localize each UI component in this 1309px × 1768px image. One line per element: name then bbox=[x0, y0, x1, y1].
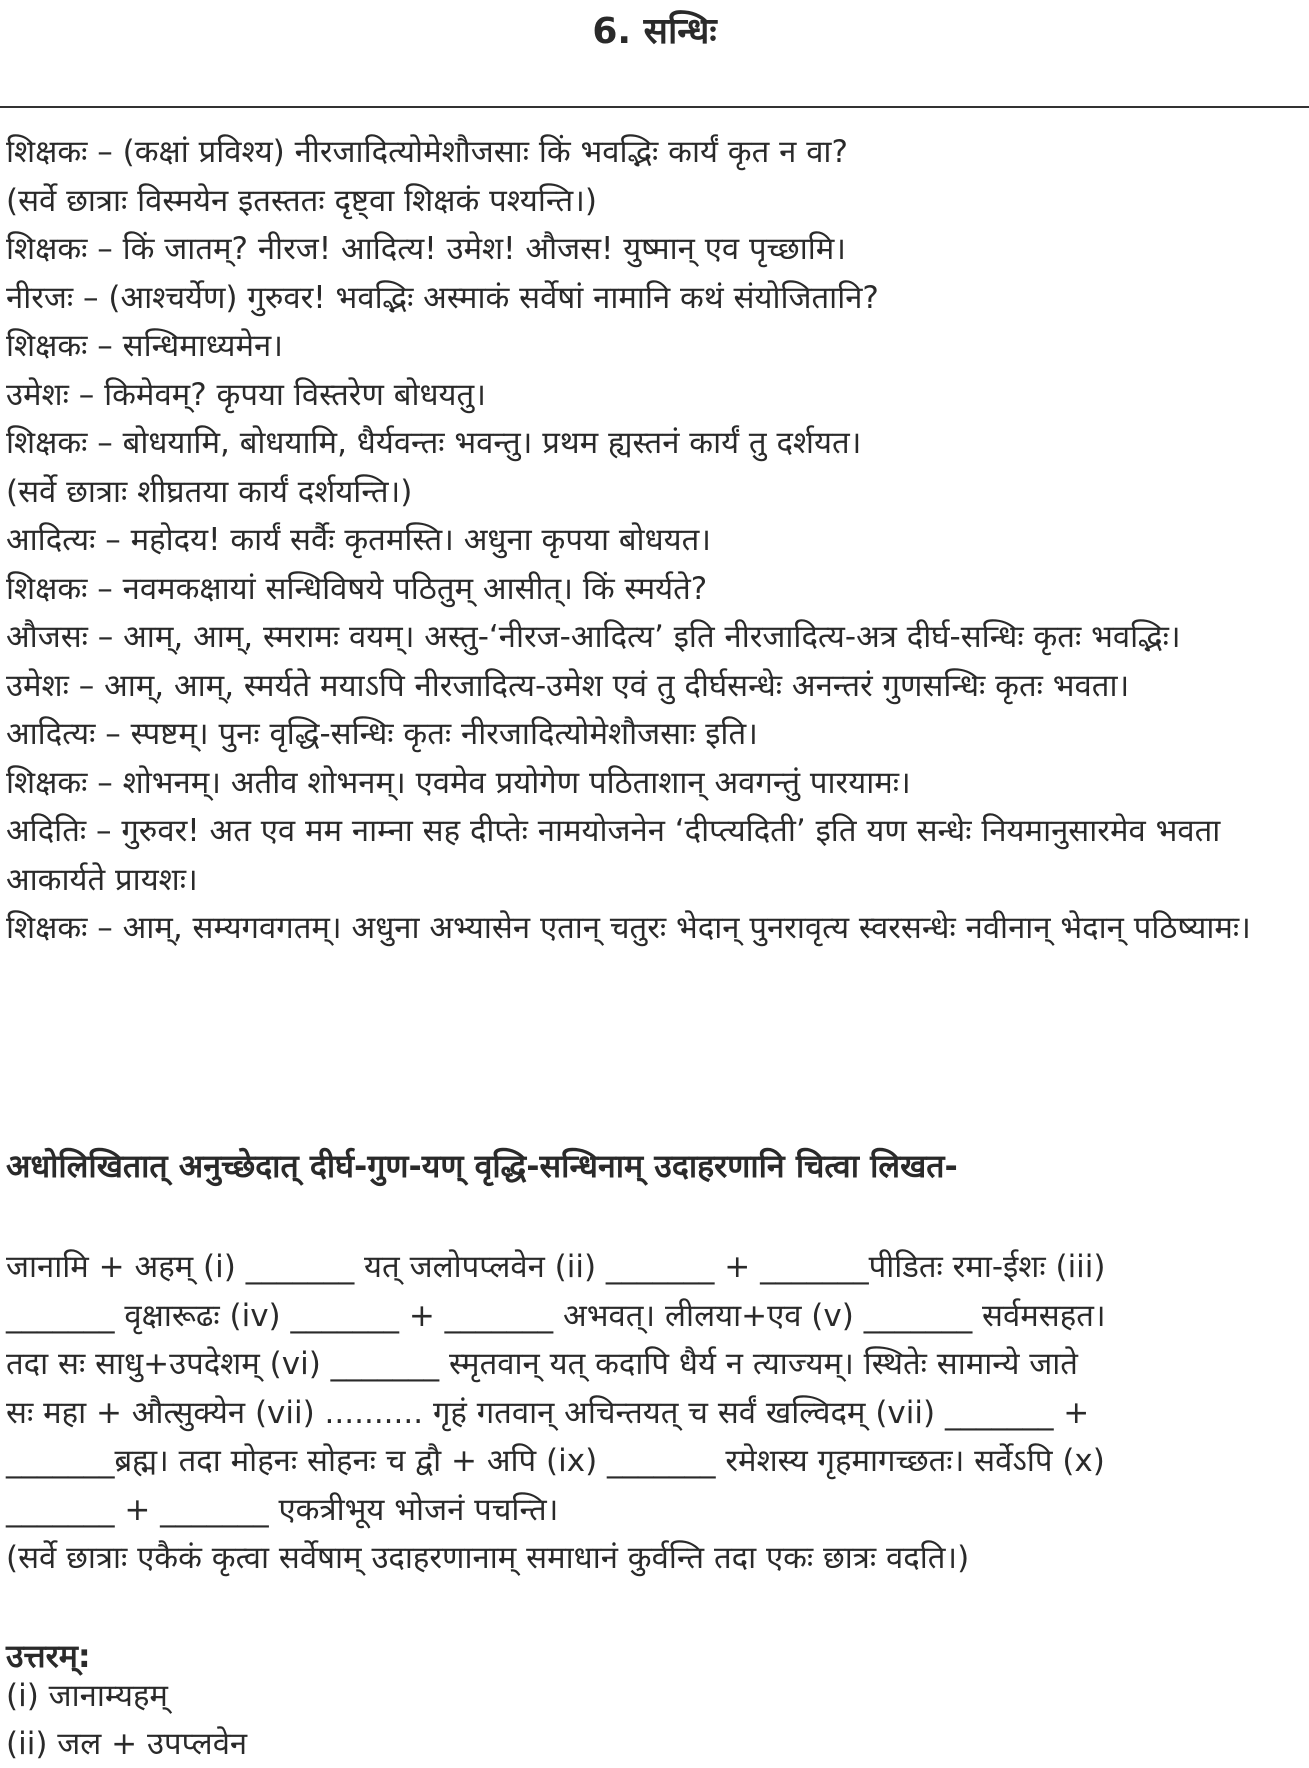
dialogue-line: आदित्यः – महोदय! कार्यं सर्वैः कृतमस्ति। अधुना कृपया बोधयत। bbox=[6, 522, 712, 558]
dialogue-line: उमेशः – आम्, आम्, स्मर्यते मयाऽपि नीरजादित्य-उमेश एवं तु दीर्घसन्धेः अनन्तरं गुणसन्धिः कृतः भवता। bbox=[6, 667, 1130, 704]
dialogue-line: शिक्षकः – आम्, सम्यगवगतम्। अधुना अभ्यासेन एतान् चतुरः भेदान् पुनरावृत्य स्वरसन्धेः नवीनान् भेदान् पठिष्यामः। bbox=[6, 910, 1251, 946]
dialogue-line: (सर्वे छात्राः विस्मयेन इतस्ततः दृष्ट्वा शिक्षकं पश्यन्ति।) bbox=[6, 182, 597, 219]
dialogue-line: नीरजः – (आश्चर्येण) गुरुवर! भवद्भिः अस्माकं सर्वेषां नामानि कथं संयोजितानि? bbox=[6, 279, 879, 316]
exercise-line: _______ वृक्षारूढः (iv) _______ + _______ अभवत्। लीलया+एव (v) _______ सर्वमसहत। bbox=[6, 1297, 1106, 1334]
dialogue-line: अदितिः – गुरुवर! अत एव मम नाम्ना सह दीप्तेः नामयोजनेन ‘दीप्त्यदिती’ इति यण सन्धेः नियमानुसारमेव भवता आकार्यते प्रायशः। bbox=[6, 813, 1221, 898]
dialogue-line: औजसः – आम्, आम्, स्मरामः वयम्। अस्तु-‘नीरज-आदित्य’ इति नीरजादित्य-अत्र दीर्घ-सन्धिः कृतः भवद्भिः। bbox=[6, 619, 1181, 655]
dialogue-line: आदित्यः – स्पष्टम्। पुनः वृद्धि-सन्धिः कृतः नीरजादित्योमेशौजसाः इति। bbox=[6, 716, 758, 752]
title-divider bbox=[0, 106, 1309, 108]
dialogue-line: शिक्षकः – बोधयामि, बोधयामि, धैर्यवन्तः भवन्तु। प्रथम ह्यस्तनं कार्यं तु दर्शयत। bbox=[6, 425, 862, 461]
page-title: 6. सन्धिः bbox=[592, 11, 717, 52]
exercise-question: अधोलिखितात् अनुच्छेदात् दीर्घ-गुण-यण् वृद्धि-सन्धिनाम् उदाहरणानि चित्वा लिखत- bbox=[6, 1147, 958, 1185]
exercise-line: सः महा + औत्सुक्येन (vii) .......... गृहं गतवान् अचिन्तयत् च सर्वं खल्विदम् (vii) _______ + bbox=[6, 1394, 1090, 1431]
dialogue-line: शिक्षकः – सन्धिमाध्यमेन। bbox=[6, 328, 283, 364]
dialogue-section bbox=[6, 128, 1302, 953]
dialogue-line: शिक्षकः – किं जातम्? नीरज! आदित्य! उमेश! औजस! युष्मान् एव पृच्छामि। bbox=[6, 231, 847, 267]
dialogue-line: शिक्षकः – (कक्षां प्रविश्य) नीरजादित्योमेशौजसाः किं भवद्भिः कार्यं कृत न वा? bbox=[6, 134, 848, 170]
dialogue-line: शिक्षकः – शोभनम्। अतीव शोभनम्। एवमेव प्रयोगेण पठिताशान् अवगन्तुं पारयामः। bbox=[6, 764, 911, 801]
answer-item: (ii) जल + उपप्लवेन bbox=[6, 1726, 248, 1762]
dialogue-line: शिक्षकः – नवमकक्षायां सन्धिविषये पठितुम् आसीत्। किं स्मर्यते? bbox=[6, 570, 708, 607]
dialogue-line: (सर्वे छात्राः शीघ्रतया कार्यं दर्शयन्ति।) bbox=[6, 473, 413, 510]
dialogue-line: उमेशः – किमेवम्? कृपया विस्तरेण बोधयतु। bbox=[6, 376, 486, 413]
exercise-line: _______ब्रह्म। तदा मोहनः सोहनः च द्वौ + अपि (ix) _______ रमेशस्य गृहमागच्छतः। सर्वेऽपि (x) bbox=[6, 1443, 1105, 1479]
answer-item: (i) जानाम्यहम् bbox=[6, 1678, 168, 1714]
exercise-line: (सर्वे छात्राः एकैकं कृत्वा सर्वेषाम् उदाहरणानाम् समाधानं कुर्वन्ति तदा एकः छात्रः वदति।) bbox=[6, 1540, 970, 1576]
exercise-line: _______ + _______ एकत्रीभूय भोजनं पचन्ति। bbox=[6, 1491, 559, 1528]
answer-list bbox=[6, 1672, 1302, 1768]
exercise-line: तदा सः साधु+उपदेशम् (vi) _______ स्मृतवान् यत् कदापि धैर्य न त्याज्यम्। स्थितेः सामान्ये जाते bbox=[6, 1346, 1078, 1382]
answer-heading: उत्तरम्: bbox=[6, 1637, 91, 1675]
exercise-line: जानामि + अहम् (i) _______ यत् जलोपप्लवेन (ii) _______ + _______पीडितः रमा-ईशः (iii) bbox=[6, 1249, 1106, 1285]
exercise-passage bbox=[6, 1243, 1302, 1583]
